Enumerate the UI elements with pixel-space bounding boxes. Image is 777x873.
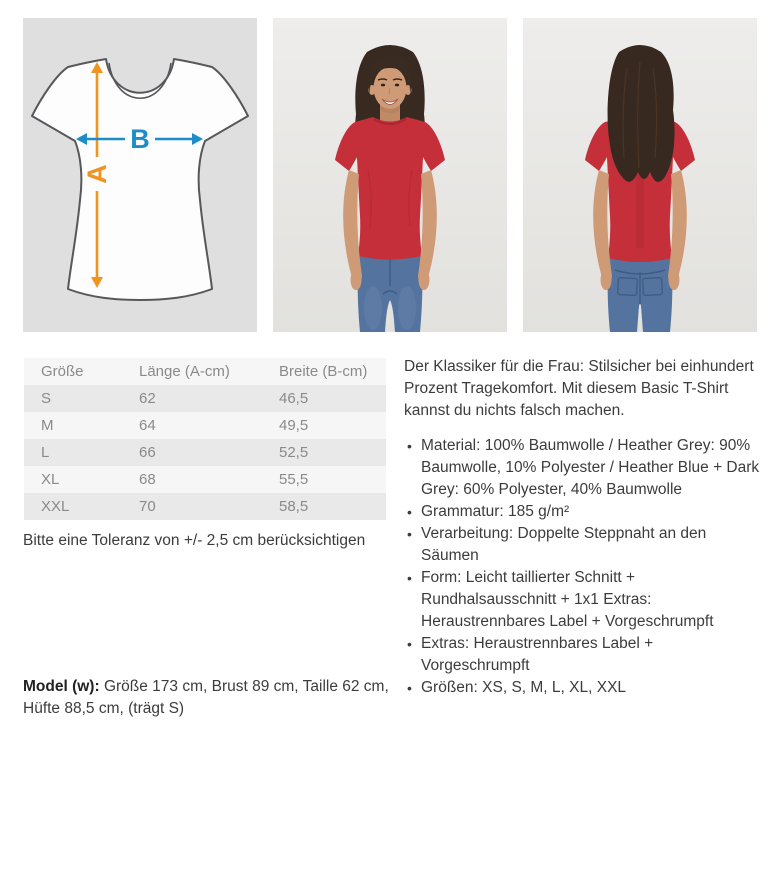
description-bullet-list [404, 435, 766, 699]
table-cell: XXL [41, 498, 70, 515]
col-header-size: Größe [41, 363, 84, 380]
table-cell: 52,5 [279, 444, 309, 461]
table-cell: L [41, 444, 50, 461]
table-cell: XL [41, 471, 60, 488]
size-measurement-diagram [23, 18, 257, 332]
table-row-xxl [24, 493, 386, 520]
table-cell: 70 [139, 498, 156, 515]
table-row-s [24, 385, 386, 412]
description-bullet-material: • Material: 100% Baumwolle / Heather Grey: 90% Baumwolle, 10% Polyester / Heather Blue + Dark Grey: 60% Polyester, 40% Baumwolle [421, 435, 766, 501]
table-row-l [24, 439, 386, 466]
hand-right [419, 270, 430, 290]
tolerance-note: Bitte eine Toleranz von +/- 2,5 cm berücksichtigen [23, 532, 366, 549]
eye-right [395, 84, 399, 87]
model-info-label: Model (w): [23, 678, 100, 695]
description-bullet-groessen: • Größen: XS, S, M, L, XL, XXL [421, 677, 766, 699]
table-row-m [24, 412, 386, 439]
table-cell: 62 [139, 390, 156, 407]
width-label-b: B [130, 124, 150, 154]
jeans-highlight-right [398, 286, 416, 330]
model-front-svg [273, 18, 507, 332]
hand-left [601, 270, 612, 290]
model-back-photo [523, 18, 757, 332]
description-bullet-extras: • Extras: Heraustrennbares Label + Vorgeschrumpft [421, 633, 766, 677]
table-cell: 66 [139, 444, 156, 461]
table-cell: 49,5 [279, 417, 309, 434]
table-cell: M [41, 417, 54, 434]
length-label-a: A [82, 164, 112, 184]
description-intro: Der Klassiker für die Frau: Stilsicher bei einhundert Prozent Tragekomfort. Mit diesem Basic T-Shirt kannst du nichts falsch machen. [404, 358, 754, 419]
description-bullet-form: • Form: Leicht taillierter Schnitt + Rundhalsausschnitt + 1x1 Extras: Heraustrennbares Label + Vorgeschrumpft [421, 567, 766, 633]
col-header-length: Länge (A-cm) [139, 363, 230, 380]
model-back-svg [523, 18, 757, 332]
size-table-header-row [24, 358, 386, 385]
table-cell: 64 [139, 417, 156, 434]
description-bullet-grammatur: • Grammatur: 185 g/m² [421, 501, 766, 523]
hand-left [351, 270, 362, 290]
table-row-xl [24, 466, 386, 493]
eye-left [381, 84, 385, 87]
model-info-details: Größe 173 cm, Brust 89 cm, Taille 62 cm, Hüfte 88,5 cm, (trägt S) [23, 678, 389, 717]
hand-right [669, 270, 680, 290]
hair-back-view [608, 45, 675, 182]
size-table [24, 358, 386, 520]
model-info [23, 676, 395, 720]
model-front-photo [273, 18, 507, 332]
col-header-width: Breite (B-cm) [279, 363, 368, 380]
table-cell: 46,5 [279, 390, 309, 407]
table-cell: S [41, 390, 52, 407]
description-bullet-verarbeitung: • Verarbeitung: Doppelte Steppnaht an den Säumen [421, 523, 766, 567]
table-cell: 68 [139, 471, 156, 488]
product-description [404, 356, 766, 699]
jeans-highlight-left [364, 286, 382, 330]
table-cell: 55,5 [279, 471, 309, 488]
table-cell: 58,5 [279, 498, 309, 515]
tshirt-diagram-svg [23, 18, 257, 332]
